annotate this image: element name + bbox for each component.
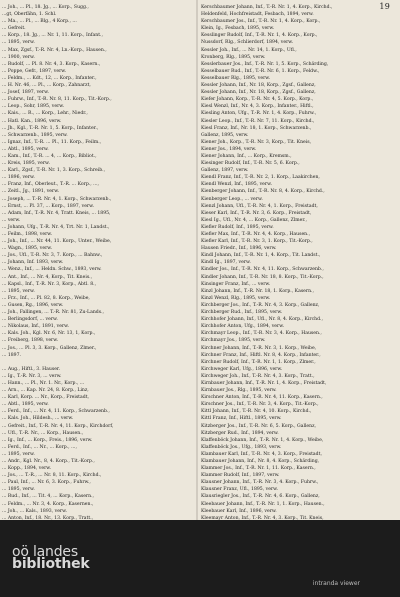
text-line: ... Korp., 18. Jg., ... Nr. 1, 11. Korp., Infant., (2, 33, 103, 39)
text-line: ... Ig., Inf., ... Korp., Freis., 1896, verw. (2, 437, 93, 443)
text-line: Kinsinger Franz, Inf., ... verw. (201, 281, 271, 287)
text-line: ... Hatl. Kan., 1896, verw. (2, 118, 62, 124)
text-line: Klausriegler Jos., Inf., T.-R. Nr. 4, 6. Korp., Gallenz, (201, 494, 320, 500)
text-line: ... Karl, Korp. ... Nr., Korp., Freistadt, (2, 395, 90, 401)
text-line: ... Zeitl., Jg., 1891, verw. (2, 189, 60, 195)
text-line: ... Wagn., 1895, verw. (2, 246, 53, 252)
text-line (2, 359, 192, 366)
text-line: Klaffenböck Johann, Inf., T.-R. Nr. 1, 4. Korp., Weibe, (201, 437, 324, 443)
text-line: ... Gusen, Rg., 1896, verw. (2, 302, 64, 308)
text-line: ... Jh., Kgl., T.-R. Nr. 1, 5. Korp., Infanter., (2, 125, 99, 131)
text-line: ... Joh., ... Kals., 1893, verw. (2, 508, 67, 514)
text-line: Nussdorf, Rlg., Schlierdorf, 1894, verw. (201, 40, 294, 46)
text-line: ... Ferd., Inf., ... Nr., ... Korp., ..., (2, 444, 77, 450)
text-line: Kindl Johann, Inf., T.-R. Nr. 1, 4. Korp., Tit. Landst., (201, 253, 321, 259)
text-line: ... Paul, Inf., ... Nr. 6, 3. Korp., Fuhrw., (2, 480, 91, 486)
text-line: ... 1900, verw. (2, 54, 35, 60)
text-line: ... Ernst, ... Pl. 37, ... Korp., 1897, verw. (2, 203, 94, 209)
right-text-column (201, 4, 391, 520)
text-line: ... Joseph, ... T.-R. Nr. 4, 1. Korp., Schwarzenb., (2, 196, 112, 202)
text-line: ... Kapsl., Inf., T.-R. Nr. 3, Korp., Abtl. 8., (2, 281, 97, 287)
text-line: ... Joh., ... Pl., 18. Jg., ... Korp., Sugg., (2, 5, 89, 10)
text-line: ... Jos., Ufl., T.-R. Nr. 3, 7. Korp., ... Bahnw., (2, 253, 103, 259)
text-line: Klambauer Johann, Inf., Nr. 8, 4. Korp., Schärding, (201, 459, 320, 464)
text-line: ... Nikolaus, Inf., 1891, verw. (2, 324, 69, 330)
text-line: Kessler Johann, Inf., Nr. 18, Korp., Zgsf., Gallenz, (201, 90, 316, 96)
text-line: ...gt, Oberfähn, 1. Schl. (2, 12, 57, 18)
text-line: ... Ant., Inf., ... Nr. 4, Korp., Tit. Kneis., (2, 274, 93, 280)
text-line: Kiendl Wenzl, Inf., 1895, verw. (201, 182, 272, 188)
text-line: Kiefler Rudolf, Inf., 1895, verw. (201, 224, 274, 230)
left-text-column (2, 4, 192, 520)
text-line: ... 1896, verw. (2, 175, 35, 181)
text-line: ... Aug., Hiftl., 3. Hauser. (2, 366, 61, 372)
text-line: Kienberger Leop., ... verw. (201, 196, 263, 202)
text-line: Kiener Johann, Inf., ... Korp., Kremsm., (201, 153, 292, 159)
text-line: Kiefler Karl, Inf., T.-R. Nr. 3, 1. Korp., Tit.-Korp., (201, 239, 313, 245)
library-logo[interactable] (12, 546, 90, 570)
text-line: ... Ig., T.-R. Nr. 3, ... verw. (2, 373, 62, 379)
text-line: ... Ferd., Inf., ... Nr. 4, 11. Korp., Schwarzenb., (2, 409, 110, 415)
text-line: Kitzberger Rud., Inf., 1894, verw. (201, 430, 279, 436)
text-line: Kesslinger Rudolf, Inf., T.-R. Nr. 1, 4. Korp., Korp., (201, 33, 318, 39)
logo-line-top: oö landes (12, 544, 78, 560)
text-line: Kiesl Franz, Inf., Nr. 18, 1. Korp., Schwarzenb., (201, 125, 312, 131)
text-line: ... Fuhrw., Inf., T.-R. Nr. 8, 11. Korp., Tit.-Korp., (2, 97, 112, 103)
text-line: ... Karl., Zgsf., T.-R. Nr. 1, 3. Korp., Schreib., (2, 168, 106, 174)
text-line: Kirnbauer Jos., Rlg., 1895, verw. (201, 388, 277, 394)
text-line: Kirschner Jos., Inf., T.-R. Nr. 3, 4. Korp., Tit.-Korp., (201, 402, 319, 408)
text-line: ... Feldm., ... Kdt., 12, ... Korp., Infanter., (2, 75, 97, 81)
text-line: Kinzl Johann, Inf., T.-R. Nr. 18, 1. Korp., Kasern., (201, 288, 314, 294)
text-line: Kirchner Franz, Inf., Hiftl. Nr. 8, 4. Korp., Infanter., (201, 352, 321, 358)
text-line: Klein, Ig., Fesbach, 1895, verw. (201, 26, 275, 32)
viewer-label[interactable]: intranda viewer (312, 580, 360, 587)
text-line: Kiesl Wenzl, Inf., Nr. 4, 3. Korp., Infanter., Hiftl., (201, 104, 314, 110)
text-line: ... verw. (2, 217, 21, 223)
text-line: Klaffenböck Jos., Ufg., 1893, verw. (201, 444, 282, 450)
text-line: ... Kreis, 1895, verw. (2, 161, 50, 167)
text-line: Heldenfeld, Hochfreistadt, Fesbach, 1894, verw. (201, 12, 314, 18)
text-line: ... Abtl., 1895, verw. (2, 146, 49, 152)
text-line: Kinzl Wenzl, Rlg., 1895, verw. (201, 295, 271, 301)
text-line: ... Feldm., ... Nr. 3, 4. Korp., Kasernen., (2, 501, 94, 507)
text-line: Kiesling Anton, Ufg., T.-R. Nr. 1, 4. Korp., Fuhrw., (201, 111, 317, 117)
text-line: Kittl Johann, Inf., T.-R. Nr. 4, 10. Korp., Kirchd., (201, 409, 312, 415)
text-line: Kiesinger Rudolf, Inf., T.-R. Nr. 5, 6. Korp., (201, 161, 300, 167)
logo-line-bottom: bibliothek (12, 556, 90, 572)
text-line: ... Andr., Kgl. Nr., 8, 4. Korp., Tit.-Korp., (2, 459, 95, 464)
text-line: ... Wenz., Inf., ... Heldn. Schw., 1893, verw. (2, 267, 102, 273)
text-line: Kiefler Max, Inf., T.-R. Nr. 4, 4. Korp., Hausen., (201, 232, 311, 237)
text-line: Kesselbauer Rlg., 1895, verw. (201, 75, 271, 81)
text-line: Gallenz, 1895, verw. (201, 132, 249, 138)
text-line: Kienberger Johann, Inf., T.-R. Nr. 8, 4. Korp., Kirchd., (201, 189, 325, 195)
text-line: ... Ignaz, Inf., T.-R. ... Pl., 11. Korp., Feilm., (2, 139, 102, 145)
text-line: Kerschbaumer Jos., Inf., T.-R. Nr. 1, 4. Korp., Korp., (201, 19, 321, 25)
text-line: Kronberg, Rlg., 1895, verw. (201, 54, 266, 60)
text-line: ... Rudolf, ... Pl. 8. Nr. 4, 3. Korp., Kasern., (2, 61, 101, 67)
text-line: Kieser Karl, Inf., T.-R. Nr. 3, 6. Korp., Freistadt, (201, 210, 312, 216)
text-line: Kiendl Franz, Inf., T.-R. Nr. 2, 1. Korp., Laakirchen, (201, 175, 320, 181)
text-line: ... Poppe, Gefr., 1897, verw. (2, 68, 67, 74)
text-line: Kirchberger Jos., Inf., T.-R. Nr. 4, 3. Korp., Gallenz, (201, 302, 320, 308)
text-line: Kirchner Rudolf, Inf., T.-R. Nr. 1, 1. Korp., Zlmer., (201, 359, 316, 365)
text-line: ... Rud., Inf., ... Tit. 4, ... Korp., Kasern., (2, 494, 95, 500)
text-line: Kirchweger Karl, Ufg., 1896, verw. (201, 366, 283, 372)
text-line: ... Gefreit., Inf., T.-R. Nr. 4, 11. Korp., Kirchdorf, (2, 423, 114, 429)
text-line: Kirchhofer Anton, Ufg., 1894, verw. (201, 324, 285, 330)
text-line: Kiesler Leop., Inf., T.-R. Nr. 7, 11. Korp., Kirchd., (201, 118, 315, 124)
text-line: ... Hann., ... Pl., Nr. 1. Nr., Korp., ... (2, 380, 85, 386)
text-line: Kiefer Johann, Korp., T.-R. Nr. 4, 5. Korp., Korp., (201, 97, 314, 103)
text-line: Kessler Joh., Inf., ... Nr. 14, 1. Korp., Ufl., (201, 47, 297, 53)
text-line: Kirchner Johann, Inf., T.-R. Nr. 3, 1. Korp., Weibe, (201, 345, 317, 351)
text-line: ... 1895, verw. (2, 288, 35, 294)
text-line: ... Max, Zgsf., T.-R. Nr. 4, Ln.-Korp., Hausen., (2, 47, 107, 53)
text-line: Gallenz, 1897, verw. (201, 168, 249, 174)
text-line: ... Kals. Joh., Kgl. Nr. 6, Nr. 13, 1, Korp., (2, 331, 96, 337)
text-line: Kleebauer Johann, Inf., T.-R. Nr. 1, 1. Korp., Hausen., (201, 501, 325, 507)
text-line: ... Johann, Inf. 1893, verw. (2, 260, 64, 266)
text-line: ... Josef, 1897, verw. (2, 90, 49, 96)
text-line: Kirchweger Joh., Inf., T.-R. Nr. 4, 3. Korp., Tratt., (201, 373, 315, 379)
text-line: Kleebauer Karl, Inf., 1896, verw. (201, 508, 277, 514)
text-line: Hausen Friedr., Inf., 1896, verw. (201, 246, 277, 252)
text-line: Kitzberger Jos., Inf., T.-R. Nr. 6, 5. Korp., Gallenz, (201, 423, 316, 429)
text-line: ... Kals. Joh., Hildesh., ... verw. (2, 416, 74, 422)
text-line: Kleemayr Anton, Inf., T.-R. Nr. 4, 3. Korp., Tit. Kneis, (201, 515, 324, 520)
text-line: Kiesl Ig., Ufl., Nr. 4, ... Korp., Gallenz, Zlmer., (201, 217, 307, 223)
text-line: ... Kopp., 1894, verw. (2, 466, 52, 472)
page-number: 19 (379, 2, 390, 11)
text-line: Klausner Franz, Ufl., 1895, verw. (201, 487, 278, 493)
text-line: Kirchmayr Leop., Inf., T.-R. Nr. 3, 4. Korp., Hausen., (201, 331, 322, 337)
text-line: ... 1897. (2, 352, 21, 358)
text-line: ... Joh., Fallingen, ... T.-R. Nr. 81, Zu-Lands., (2, 310, 104, 316)
text-line: Kesselbauer Rud., Inf., T.-R. Nr. 6, 1. Korp., Feldw., (201, 68, 320, 74)
text-line: ... 1895, verw. (2, 487, 35, 493)
text-line: ... Leop., Sohr, 1895, verw. (2, 104, 65, 110)
text-line: Kerschbaumer Johann, Inf., T.-R. Nr. 1, 4. Korp., Kirchd., (201, 5, 333, 10)
text-line: ... Franz, Inf., Oberleut., T.-R. ... Korp., ..., (2, 182, 99, 188)
text-line: ... Kam., Inf., T.-R. ... 4, ... Korp., Bibliot., (2, 153, 97, 159)
text-line: ... Jos., ... T.-R., ... Nr. 8, 11. Korp., Kirchd., (2, 473, 102, 479)
text-line: Klammer Jos., Inf., T.-R. Nr. 1, 11. Korp., Kasern., (201, 466, 316, 472)
text-line: ... 1895, verw. (2, 451, 35, 457)
text-line: ... Adam, Inf., T.-R. Nr. 4, Tratt. Kneis, ... 1895, (2, 210, 111, 216)
text-line: ... Schwarzenb., 1895, verw. (2, 132, 68, 138)
text-line: Kindler Jos., Inf., T.-R. Nr. 4, 11. Korp., Schwarzenb., (201, 267, 324, 273)
text-line: Kiener Jos., 1894, verw. (201, 146, 257, 152)
text-line: Kirchmayr Jos., 1895, verw. (201, 338, 266, 344)
text-line: ... Freiberg, 1898, verw. (2, 338, 59, 344)
text-line: Kienzl Johann, Ufl., T.-R. Nr. 4, 1. Korp., Freistadt, (201, 203, 318, 209)
text-line: ... Ma., ... Pl., ... Blg., 4 Korp., ... (2, 19, 77, 25)
text-line: ... Ufl., T.-R. Nr., ... Korp., Hausen., (2, 430, 84, 436)
text-line: ... 1895, verw. (2, 40, 35, 46)
text-line: Klambauer Karl, Inf., T.-R. Nr. 4, 3. Korp., Freistadt, (201, 451, 322, 457)
text-line: ... Jos., ... Pl. 3, 3. Korp., Gallenz, Zlmer., (2, 345, 97, 351)
text-line: ... Abtl., 1895, verw. (2, 402, 49, 408)
text-line: Kindl Ig., 1897, verw. (201, 260, 251, 266)
text-line: Kesslerbauer Jos., Inf., T.-R. Nr. 1, 5. Korp., Schärding, (201, 61, 329, 67)
text-line: ... Feilm., 1898, verw. (2, 232, 53, 237)
text-line: ... H. Nr. 46, ... Pl., ... Korp., Zahnarzt, (2, 83, 91, 89)
text-line: ... Arn., ... Kap. Nr. 24, 8. Korp., Linz, (2, 388, 89, 394)
text-line: Kessler Johann, Inf., Nr. 18, Korp., Zgsf., Gallenz, (201, 83, 316, 89)
text-line: ... Gefreit. (2, 26, 26, 32)
text-line: Kittl Franz, Inf., Hiftl., 1895, verw. (201, 416, 282, 422)
text-line: ... Berlingsdorf, ... verw. (2, 317, 58, 323)
text-line: Kirnbauer Johann, Inf., T.-R. Nr. 1, 4. Korp., Freistadt, (201, 380, 327, 386)
text-line: Kirschner Anton, Inf., T.-R. Nr. 4, 11. Korp., Kasern., (201, 395, 323, 401)
viewer-footer (0, 520, 400, 597)
text-line: Kiener Joh., Korp., T.-R. Nr. 3, Korp., Tit. Kneis, (201, 139, 312, 145)
text-line: Kindler Johann, Inf., T.-R. Nr. 18, 8. Korp., Tit.-Korp., (201, 274, 324, 280)
text-line: ... Kais., ... R., ... Korp., Lehr., Niedr., (2, 111, 88, 117)
text-line: Klausner Johann, Inf., T.-R. Nr. 3, 4. Korp., Fuhrw., (201, 480, 319, 486)
text-line: ... Frz., Inf., ... Pl. 82, 8. Korp., Weibe, (2, 295, 90, 301)
text-line: ... Johann, Ufg., T.-R. Nr. 4, Trt. Nr. 1, Landst., (2, 224, 110, 230)
text-line: Kirchhofer Johann, Inf., Ufl., Nr. 8, 4. Korp., Kirchd., (201, 317, 323, 323)
text-line: Klammer Rudolf, Inf., 1897, verw. (201, 473, 280, 479)
text-line: ... Anton, Inf., 18. Nr., 13. Korp., Tratt., (2, 515, 94, 520)
text-line: Kirchberger Rud., Inf., 1895, verw. (201, 310, 283, 316)
text-line: ... Joh., Inf., ... Nr. 44, 11. Korp., Unter., Weibe, (2, 239, 112, 245)
